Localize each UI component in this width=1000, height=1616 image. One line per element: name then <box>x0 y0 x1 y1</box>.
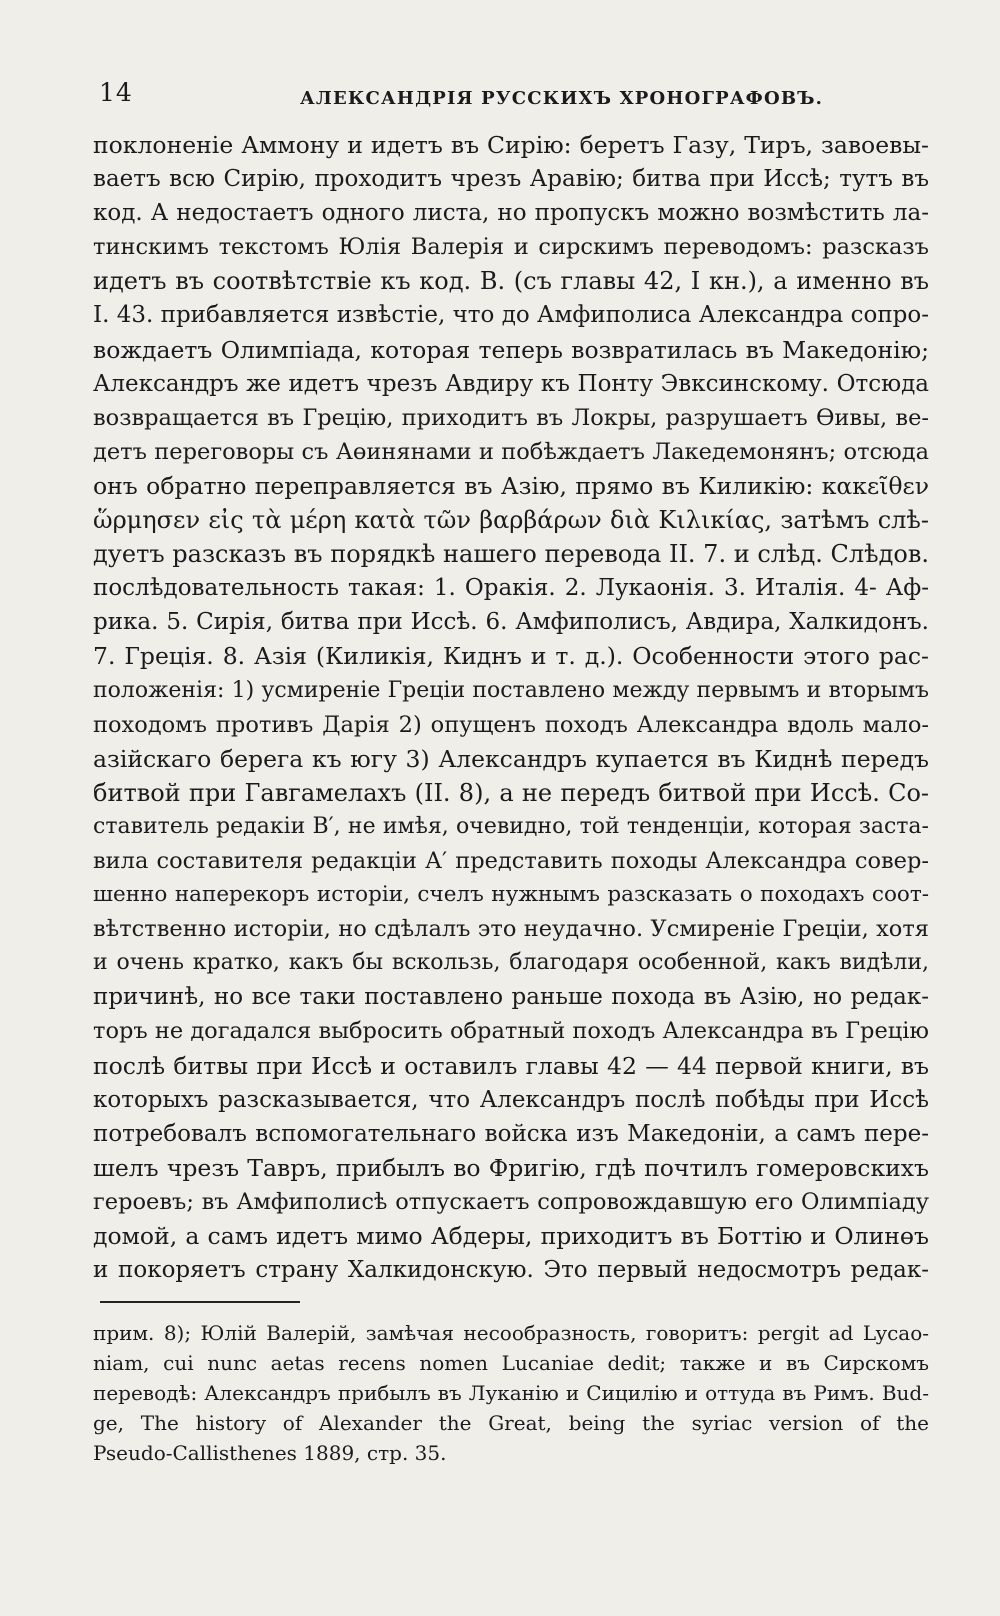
text-line: героевъ; въ Амфиполисѣ отпускаетъ сопровождавшую его Олимпіаду <box>93 1188 929 1215</box>
text-line: вѣтственно исторіи, но сдѣлалъ это неудачно. Усмиреніе Греціи, хотя <box>93 916 929 943</box>
running-head: АЛЕКСАНДРІЯ РУССКИХЪ ХРОНОГРАФОВЪ. <box>300 88 824 109</box>
footnote-line: прим. 8); Юлій Валерій, замѣчая несообразность, говоритъ: pergit ad Lycao- <box>93 1321 929 1345</box>
text-line: тинскимъ текстомъ Юлія Валерія и сирскимъ переводомъ: разсказъ <box>93 234 929 261</box>
text-line: битвой при Гавгамелахъ (II. 8), а не передъ битвой при Иссѣ. Со- <box>93 778 929 807</box>
text-line: причинѣ, но все таки поставлено раньше похода въ Азію, но редак- <box>93 984 929 1011</box>
text-line: поклоненіе Аммону и идетъ въ Сирію: беретъ Газу, Тиръ, завоевы- <box>93 131 929 159</box>
text-line: и очень кратко, какъ бы вскользь, благодаря особенной, какъ видѣли, <box>93 950 929 976</box>
footnote-line: niam, cui nunc aetas recens nomen Lucaniae dedit; также и въ Сирскомъ <box>93 1351 929 1375</box>
text-line: идетъ въ соотвѣтствіе къ код. В. (съ главы 42, I кн.), а именно въ <box>93 267 929 296</box>
text-line: 7. Греція. 8. Азія (Киликія, Киднъ и т. д.). Особенности этого рас- <box>93 642 929 671</box>
text-line: детъ переговоры съ Аөинянами и побѣждаетъ Лакедемонянъ; отсюда <box>93 438 929 465</box>
text-line: которыхъ разсказывается, что Александръ послѣ побѣды при Иссѣ <box>93 1086 929 1113</box>
text-line: походомъ противъ Дарія 2) опущенъ походъ Александра вдоль мало- <box>93 711 929 738</box>
text-line: ваетъ всю Сирію, проходитъ чрезъ Аравію; битва при Иссѣ; тутъ въ <box>93 166 929 193</box>
text-line: шенно наперекоръ исторіи, счелъ нужнымъ разсказать о походахъ соот- <box>93 882 929 908</box>
text-line: код. А недостаетъ одного листа, но пропускъ можно возмѣстить ла- <box>93 200 929 227</box>
footnote-line: переводѣ: Александръ прибылъ въ Луканію и Сицилію и оттуда въ Римъ. Bud- <box>93 1381 929 1405</box>
text-line: рика. 5. Сирія, битва при Иссѣ. 6. Амфиполисъ, Авдира, Халкидонъ. <box>93 609 929 636</box>
text-line: домой, а самъ идетъ мимо Абдеры, приходитъ въ Боттію и Олинөъ <box>93 1222 929 1250</box>
footnote-rule <box>100 1301 300 1303</box>
text-line: Александръ же идетъ чрезъ Авдиру къ Понту Эвксинскому. Отсюда <box>93 370 929 397</box>
text-line: послѣдовательность такая: 1. Оракія. 2. Лукаонія. 3. Италія. 4- Аф- <box>93 575 929 602</box>
text-line: азійскаго берега къ югу 3) Александръ купается въ Киднѣ передъ <box>93 744 929 773</box>
text-line: возвращается въ Грецію, приходитъ въ Локры, разрушаетъ Өивы, ве- <box>93 404 929 431</box>
text-line: и покоряетъ страну Халкидонскую. Это первый недосмотръ редак- <box>93 1257 929 1284</box>
text-line: ставитель редакіи В′, не имѣя, очевидно, той тенденціи, которая заста- <box>93 813 929 839</box>
text-line: вила составителя редакціи А′ представить походы Александра совер- <box>93 847 929 874</box>
text-line: послѣ битвы при Иссѣ и оставилъ главы 42 — 44 первой книги, въ <box>93 1051 929 1080</box>
page-number: 14 <box>99 78 133 107</box>
text-line: торъ не догадался выбросить обратный походъ Александра въ Грецію <box>93 1018 930 1045</box>
text-line: потребовалъ вспомогательнаго войска изъ Македоніи, а самъ пере- <box>93 1120 929 1147</box>
text-line: I. 43. прибавляется извѣстіе, что до Амфиполиса Александра сопро- <box>93 302 929 329</box>
text-line: положенія: 1) усмиреніе Греціи поставлено между первымъ и вторымъ <box>93 677 929 703</box>
text-line: ὥρμησεν εἰς τὰ μέρη κατὰ τῶν βαρβάρων διὰ Κιλικίας, затѣмъ слѣ- <box>93 506 929 535</box>
text-line: дуетъ разсказъ въ порядкѣ нашего перевода II. 7. и слѣд. Слѣдов. <box>93 540 929 569</box>
footnote-line: ge, The history of Alexander the Great, being the syriac version of the <box>93 1411 929 1435</box>
text-line: онъ обратно переправляется въ Азію, прямо въ Киликію: κακεῖθεν <box>93 471 929 500</box>
text-line: шелъ чрезъ Тавръ, прибылъ во Фригію, гдѣ почтилъ гомеровскихъ <box>93 1153 929 1182</box>
footnote <box>93 1318 929 1468</box>
footnote-line: Pseudo-Callisthenes 1889, стр. 35. <box>93 1441 447 1465</box>
text-line: вождаетъ Олимпіада, которая теперь возвратилась въ Македонію; <box>93 335 929 364</box>
main-text <box>93 128 929 1287</box>
